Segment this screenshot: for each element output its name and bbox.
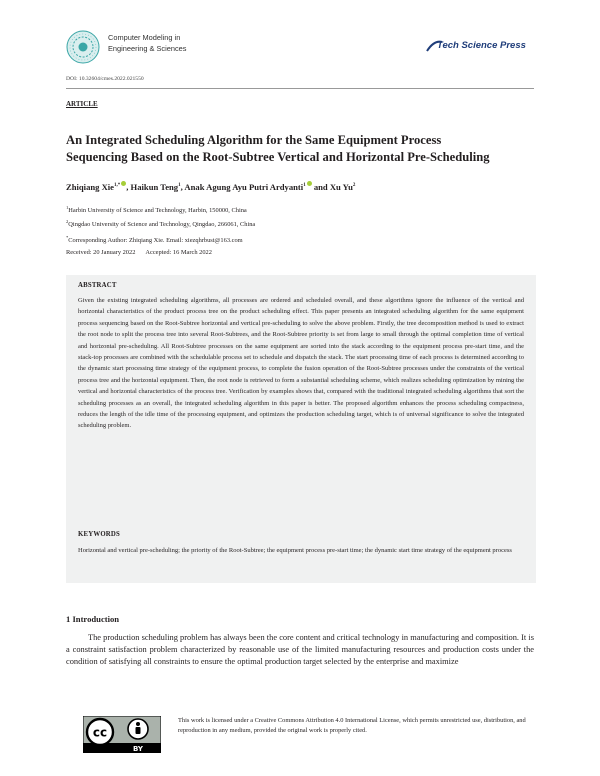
affiliation-2: $^2$Qingdao University of Science and Technology, Qingdao, 266061, China (66, 219, 256, 229)
cc-label: cc (92, 725, 108, 740)
author-name: Zhiqiang Xie (66, 182, 114, 192)
abstract-box (66, 275, 536, 583)
author-name: Xu Yu (329, 182, 353, 192)
abstract-heading: ABSTRACT (78, 282, 117, 289)
keywords-heading: KEYWORDS (78, 531, 121, 538)
publisher-logo (425, 38, 535, 56)
cc-by-license-badge (83, 716, 161, 753)
author-name: Anak Agung Ayu Putri Ardyanti (184, 182, 304, 192)
article-dates (66, 249, 212, 256)
author-name: Haikun Teng (130, 182, 179, 192)
article-type: ARTICLE (66, 100, 98, 108)
author-list: Zhiqiang Xie$^{1,*}$ , Haikun Teng$^1$, Anak Agung Ayu Putri Ardyanti$^1$ and Xu Yu$^2$ (66, 182, 356, 192)
journal-name: Computer Modeling in Engineering & Sciences (108, 33, 187, 53)
section-heading: 1 Introduction (66, 614, 120, 624)
accepted-date: Accepted: 16 March 2022 (145, 249, 212, 256)
received-date: Received: 20 January 2022 (66, 249, 136, 256)
orcid-icon (307, 181, 312, 186)
affiliation-1: $^1$Harbin University of Science and Technology, Harbin, 150000, China (66, 205, 247, 215)
publisher-name: Tech Science Press (437, 40, 526, 51)
introduction-text: The production scheduling problem has always been the core content and critical technology in manufacturing and composition. It is a constraint satisfaction problem characterized by reasonable use of the limited manufacturing resources and production costs under the condition of satisfying all constraints to ensure the optimal production target selected by the enterprise and maximize (66, 633, 534, 667)
corresponding-author: *Corresponding Author: Zhiqiang Xie. Email: xiezqhrbust@163.com (66, 235, 243, 245)
page-title: An Integrated Scheduling Algorithm for the Same Equipment Process Sequencing Based on the Root-Subtree Vertical and Horizontal Pre-Scheduling (66, 133, 490, 164)
person-icon (136, 722, 140, 726)
by-label: BY (132, 745, 144, 753)
journal-logo (66, 30, 100, 64)
doi: DOI: 10.32604/cmes.2022.021550 (66, 76, 144, 82)
header-divider (66, 88, 534, 89)
orcid-icon (121, 181, 126, 186)
license-text: This work is licensed under a Creative Commons Attribution 4.0 International License, which permits unrestricted use, distribution, and reproduction in any medium, provided the original work is properly cited. (178, 717, 526, 734)
abstract-text: Given the existing integrated scheduling algorithms, all processes are ordered and scheduled overall, and these algorithms ignore the influence of the vertical and horizontal characteristics of the product process tree on the product scheduling effect. This paper presents an integrated scheduling algorithm for the same equipment process sequencing based on the Root-Subtree horizontal and vertical pre-scheduling to solve the above problem. Firstly, the tree decomposition method is used to extract the root node to split the process tree into several Root-Subtrees, and the Root-Subtree priority is set from large to small through the optimal completion time of vertical and horizontal pre-scheduling. All Root-Subtree processes on the same equipment are sorted into the stack according to the equipment process pre-start time, and the stack-top processes are combined with the schedulable process set to schedule and dispatch the stack. The start processing time of each process is determined according to the dynamic start processing time strategy of the equipment process, to complete the fusion operation of the Root-Subtree processes under the constraints of the vertical process tree and the horizontal equipment. Then, the root node is retrieved to form a substantial scheduling scheme, which realizes scheduling optimization by mining the vertical and horizontal characteristics of the process tree. Verification by examples shows that, compared with the traditional integrated scheduling algorithms that sort the scheduling processes as an overall, the integrated scheduling algorithm in this paper is better. The proposed algorithm enhances the process scheduling compactness, reduces the length of the idle time of the processing equipment, and optimizes the production scheduling target, which is of universal significance to solve the integrated scheduling problem. (78, 297, 524, 430)
keywords-text: Horizontal and vertical pre-scheduling; the priority of the Root-Subtree; the equipment process pre-start time; the dynamic start time strategy of the equipment process (78, 547, 512, 554)
